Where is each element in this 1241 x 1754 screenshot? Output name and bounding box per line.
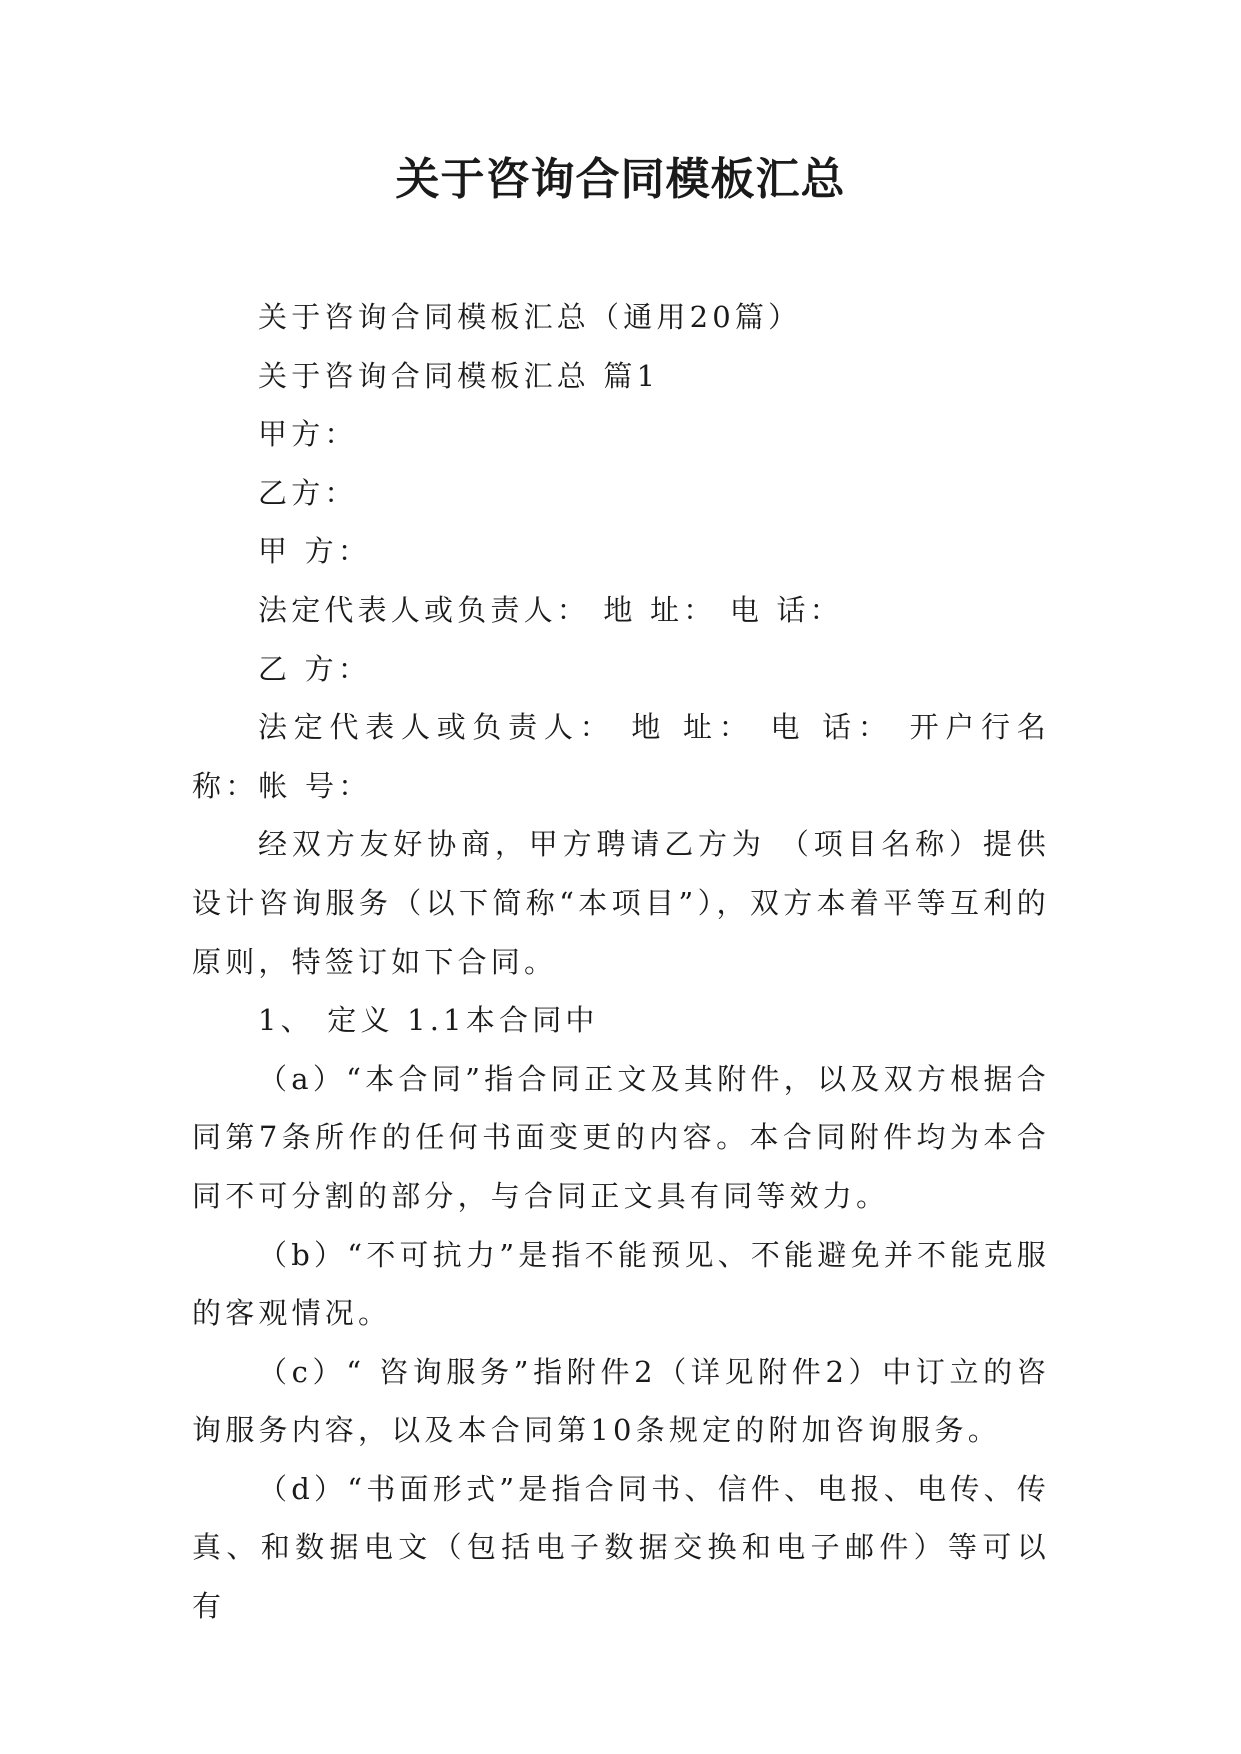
paragraph-definition-b: （b）“不可抗力”是指不能预见、不能避免并不能克服的客观情况。 xyxy=(192,1237,1050,1331)
paragraph-party-a-detail: 甲 方： xyxy=(258,534,372,569)
paragraph-definition-a: （a）“本合同”指合同正文及其附件，以及双方根据合同第7条所作的任何书面变更的内容。本合同附件均为本合同不可分割的部分，与合同正文具有同等效力。 xyxy=(192,1061,1050,1213)
paragraph-party-a: 甲方： xyxy=(258,417,358,452)
paragraph-preamble: 经双方友好协商，甲方聘请乙方为 （项目名称）提供设计咨询服务（以下简称“本项目”），双方本着平等互利的原则，特签订如下合同。 xyxy=(192,827,1050,979)
paragraph-clause-1: 1、 定义 1.1本合同中 xyxy=(258,1003,599,1038)
document-title: 关于咨询合同模板汇总 xyxy=(395,154,846,205)
paragraph-party-a-contact: 法定代表人或负责人： 地 址： 电 话： xyxy=(258,592,843,627)
paragraph-definition-d: （d）“书面形式”是指合同书、信件、电报、电传、传真、和数据电文（包括电子数据交换和电子邮件）等可以有 xyxy=(192,1471,1050,1624)
paragraph-subtitle: 关于咨询合同模板汇总（通用20篇） xyxy=(258,300,802,334)
paragraph-party-b: 乙方： xyxy=(258,475,358,510)
paragraph-section-heading: 关于咨询合同模板汇总 篇1 xyxy=(258,358,660,393)
paragraph-definition-c: （c）“ 咨询服务”指附件2（详见附件2）中订立的咨询服务内容，以及本合同第10条规定的附加咨询服务。 xyxy=(192,1354,1050,1448)
paragraph-party-b-detail: 乙 方： xyxy=(258,651,372,686)
document-body xyxy=(192,288,1050,1636)
paragraph-party-b-contact: 法定代表人或负责人： 地 址： 电 话： 开户行名称：帐 号： xyxy=(192,710,1050,803)
